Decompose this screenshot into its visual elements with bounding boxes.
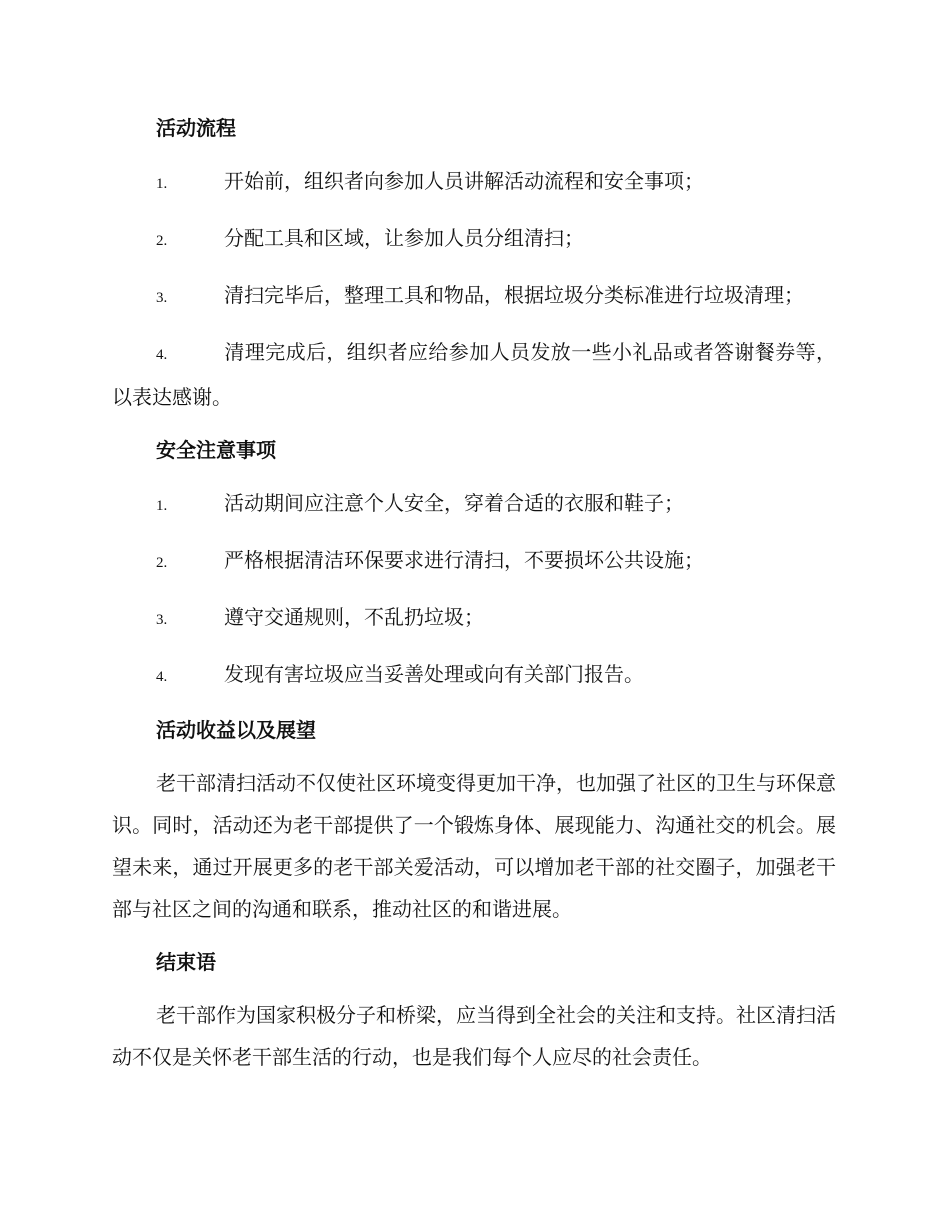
list-number: 3. (156, 290, 168, 306)
list-item (112, 274, 836, 319)
list-text: 严格根据清洁环保要求进行清扫，不要损坏公共设施； (224, 548, 704, 572)
list-text: 开始前，组织者向参加人员讲解活动流程和安全事项； (224, 169, 704, 193)
list-number: 1. (156, 498, 168, 514)
list-item (112, 482, 836, 527)
body-paragraph: 老干部作为国家积极分子和桥梁，应当得到全社会的关注和支持。社区清扫活动不仅是关怀老干部生活的行动，也是我们每个人应尽的社会责任。 (112, 1003, 836, 1069)
list-item (112, 217, 836, 262)
list-item (112, 331, 836, 418)
list-item (112, 653, 836, 698)
list-item (112, 596, 836, 641)
list-number: 3. (156, 612, 168, 628)
list-number: 4. (156, 669, 168, 685)
list-item (112, 539, 836, 584)
list-text: 发现有害垃圾应当妥善处理或向有关部门报告。 (224, 662, 644, 686)
list-number: 2. (156, 555, 168, 571)
body-paragraph: 老干部清扫活动不仅使社区环境变得更加干净，也加强了社区的卫生与环保意识。同时，活动还为老干部提供了一个锻炼身体、展现能力、沟通社交的机会。展望未来，通过开展更多的老干部关爱活动，可以增加老干部的社交圈子，加强老干部与社区之间的沟通和联系，推动社区的和谐进展。 (112, 771, 836, 921)
section-heading-benefits: 活动收益以及展望 (156, 718, 316, 742)
spacer (112, 750, 836, 762)
list-number: 2. (156, 233, 168, 249)
list-text: 遵守交通规则，不乱扔垃圾； (224, 605, 484, 629)
spacer (112, 470, 836, 482)
document-body (112, 108, 836, 1090)
list-text: 清理完成后，组织者应给参加人员发放一些小礼品或者答谢餐券等，以表达感谢。 (112, 340, 836, 409)
list-number: 1. (156, 176, 168, 192)
section-heading-conclusion: 结束语 (156, 950, 216, 974)
list-text: 清扫完毕后，整理工具和物品，根据垃圾分类标准进行垃圾清理； (224, 283, 804, 307)
list-item (112, 160, 836, 205)
spacer (112, 982, 836, 994)
section-heading-process: 活动流程 (156, 116, 236, 140)
spacer (112, 148, 836, 160)
list-text: 活动期间应注意个人安全，穿着合适的衣服和鞋子； (224, 491, 684, 515)
list-text: 分配工具和区域，让参加人员分组清扫； (224, 226, 584, 250)
section-heading-safety: 安全注意事项 (156, 438, 276, 462)
list-number: 4. (156, 347, 168, 363)
